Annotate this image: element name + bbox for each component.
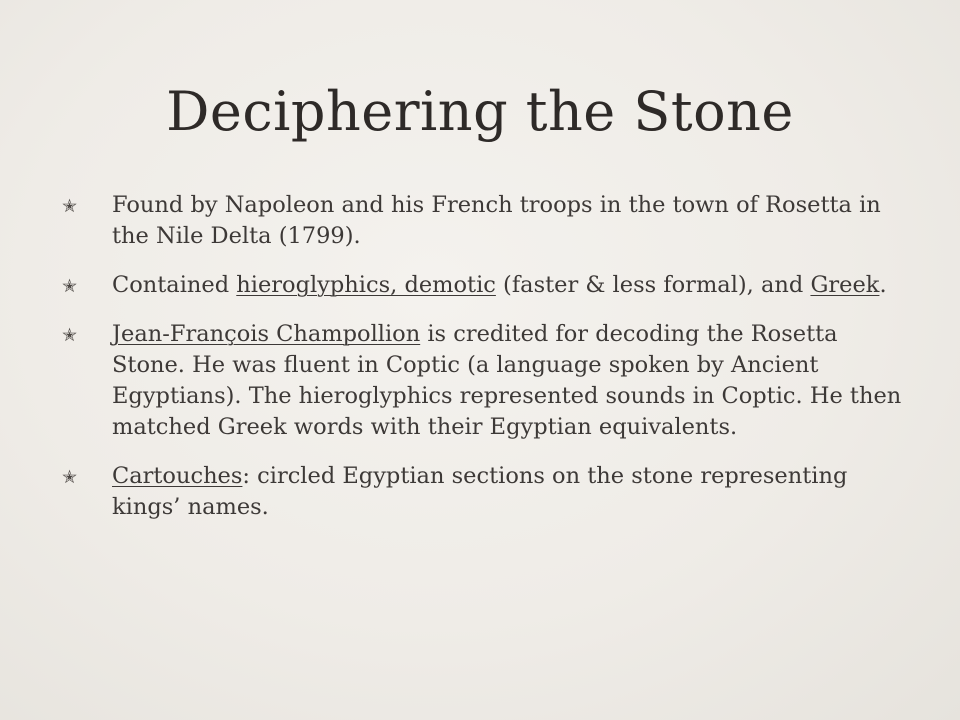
bullet-text-rest: : circled Egyptian sections on the stone representing kings’ names. [112, 463, 848, 520]
bullet-item [62, 319, 902, 443]
underlined-term-cartouches: Cartouches [112, 463, 243, 489]
underlined-term-greek: Greek [810, 272, 880, 298]
underlined-term-hieroglyphics-demotic: hieroglyphics, demotic [236, 272, 496, 298]
bullet-item [62, 270, 902, 301]
slide-title: Deciphering the Stone [166, 80, 794, 143]
bullet-text-pre: Contained [112, 272, 237, 298]
bullet-text: Found by Napoleon and his French troops in the town of Rosetta in the Nile Delta (1799). [112, 192, 881, 249]
bullet-text-mid: (faster & less formal), and [495, 272, 811, 298]
underlined-term-champollion: Jean-François Champollion [112, 321, 421, 347]
bullet-text-rest: is credited for decoding the Rosetta Stone. He was fluent in Coptic (a language spoken by Ancient Egyptians). The hieroglyphics represented sounds in Coptic. He then matched Greek words with their Egyptian equivalents. [112, 321, 902, 440]
star-icon: ✭ [62, 196, 78, 217]
star-icon: ✭ [62, 325, 78, 346]
bullet-text-post: . [879, 272, 887, 298]
bullet-list [62, 190, 902, 541]
star-icon: ✭ [62, 467, 78, 488]
bullet-item [62, 461, 902, 523]
star-icon: ✭ [62, 276, 78, 297]
bullet-item [62, 190, 902, 252]
